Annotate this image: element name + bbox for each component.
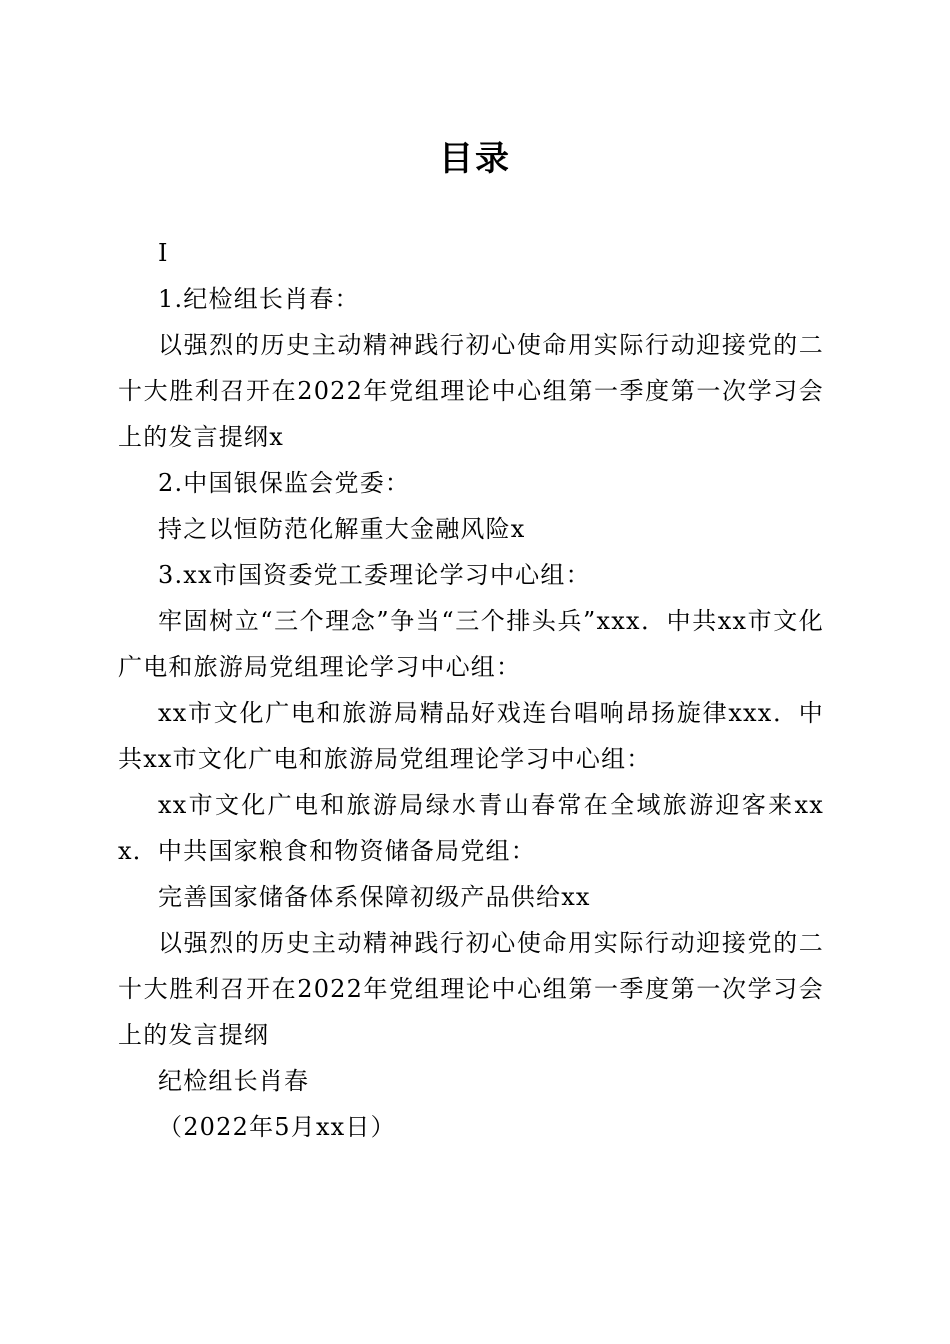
toc-entry-heading: 1.纪检组长肖春： xyxy=(158,285,360,313)
toc-entry-title: xx市文化广电和旅游局精品好戏连台唱响昂扬旋律xxx．中共xx市文化广电和旅游局党组理论学习中心组： xyxy=(118,699,824,773)
toc-entry-title: 以强烈的历史主动精神践行初心使命用实际行动迎接党的二十大胜利召开在2022年党组理论中心组第一季度第一次学习会上的发言提纲x xyxy=(118,331,824,451)
section-marker: I xyxy=(158,239,169,267)
document-body xyxy=(118,230,824,1150)
toc-entry-title: xx市文化广电和旅游局绿水青山春常在全域旅游迎客来xxx．中共国家粮食和物资储备局党组： xyxy=(118,791,824,865)
toc-entry-title: 持之以恒防范化解重大金融风险x xyxy=(158,515,526,543)
page-title: 目录 xyxy=(439,139,511,179)
toc-entry-heading: 2.中国银保监会党委： xyxy=(158,469,411,497)
article-author: 纪检组长肖春 xyxy=(158,1067,310,1095)
article-date: （2022年5月xx日） xyxy=(158,1113,396,1141)
article-title: 以强烈的历史主动精神践行初心使命用实际行动迎接党的二十大胜利召开在2022年党组理论中心组第一季度第一次学习会上的发言提纲 xyxy=(118,929,824,1049)
toc-entry-title: 牢固树立“三个理念”争当“三个排头兵”xxx．中共xx市文化广电和旅游局党组理论学习中心组： xyxy=(118,607,824,681)
toc-entry-heading: 3.xx市国资委党工委理论学习中心组： xyxy=(158,561,591,589)
toc-entry-title: 完善国家储备体系保障初级产品供给xx xyxy=(158,883,591,911)
